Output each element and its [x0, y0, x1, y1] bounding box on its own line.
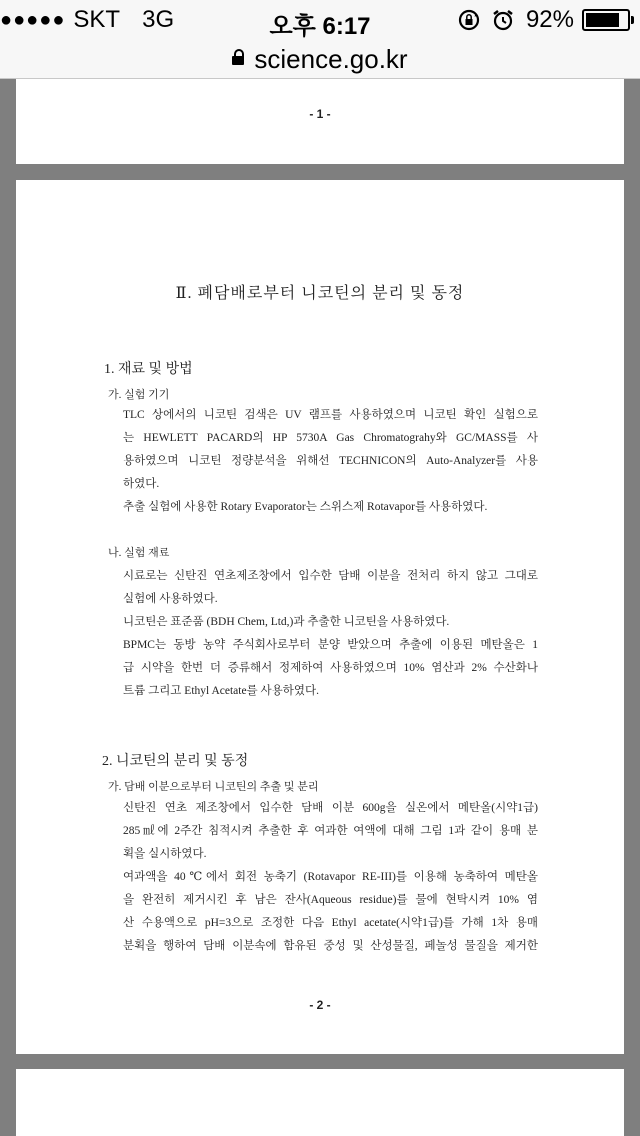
network-type: 3G — [142, 6, 175, 33]
paragraph-line: 추출 실험에 사용한 Rotary Evaporator는 스위스제 Rotavapor를 사용하였다. — [123, 501, 488, 513]
clock: 오후 6:17 — [269, 13, 371, 40]
paragraph-line: 는 HEWLETT PACARD의 HP 5730A Gas Chromatograhy와 GC/MASS를 사 — [123, 432, 538, 444]
section-heading: 1. 재료 및 방법 — [104, 362, 193, 377]
lock-icon — [232, 51, 244, 65]
subsection-heading: 가. 담배 이분으로부터 니코틴의 추출 및 분리 — [108, 781, 319, 793]
paragraph-line: 신탄진 연초 제조창에서 입수한 담배 이분 600g을 실온에서 메탄올(시약1급) — [123, 802, 538, 814]
paragraph-line: 산 수용액으로 pH=3으로 조정한 다음 Ethyl acetate(시약1급)를 가해 1차 용매 — [123, 917, 538, 929]
paragraph-line: TLC 상에서의 니코틴 검색은 UV 램프를 사용하였으며 니코틴 확인 실험으로 — [123, 409, 538, 421]
subsection-heading: 나. 실험 재료 — [108, 547, 170, 559]
rotation-lock-icon — [458, 9, 480, 31]
document-page-2 — [16, 180, 624, 1054]
paragraph-line: 하였다. — [123, 478, 160, 490]
document-page-1 — [16, 79, 624, 164]
battery-percent: 92% — [525, 6, 574, 33]
alarm-icon — [492, 9, 514, 31]
paragraph-line: BPMC는 동방 농약 주식회사로부터 분양 받았으며 추출에 이용된 메탄올은 1 — [123, 639, 538, 651]
paragraph-line: 여과액을 40℃에서 회전 농축기 (Rotavapor RE-III)를 이용해 농축하여 메탄올 — [123, 871, 538, 883]
url-text[interactable]: science.go.kr — [254, 43, 408, 74]
paragraph-line: 285㎖에 2주간 침적시켜 추출한 후 여과한 여액에 대해 그림 1과 같이 용매 분 — [123, 825, 538, 837]
paragraph-line: 분획을 행하여 담배 이분속에 함유된 중성 및 산성물질, 페놀성 물질을 제거한 — [123, 940, 538, 952]
battery-icon — [582, 9, 630, 31]
paragraph-line: 획을 실시하였다. — [123, 848, 207, 860]
document-page-3 — [16, 1069, 624, 1136]
paragraph-line: 을 완전히 제거시킨 후 남은 잔사(Aqueous residue)를 물에 현탁시켜 10% 염 — [123, 894, 538, 906]
page-number: - 1 - — [309, 107, 331, 121]
page-number: - 2 - — [309, 998, 331, 1012]
section-heading: 2. 니코틴의 분리 및 동정 — [102, 754, 249, 769]
signal-strength-icon: ●●●●● — [0, 8, 66, 31]
status-bar — [0, 0, 640, 40]
paragraph-line: 용하였으며 니코틴 정량분석을 위해선 TECHNICON의 Auto-Analyzer를 사용 — [123, 455, 538, 467]
paragraph-line: 트륨 그리고 Ethyl Acetate를 사용하였다. — [123, 685, 319, 697]
carrier-name: SKT — [73, 6, 121, 33]
paragraph-line: 실험에 사용하였다. — [123, 593, 218, 605]
paragraph-line: 급 시약을 한번 더 증류해서 정제하여 사용하였으며 10% 염산과 2% 수산화나 — [123, 662, 538, 674]
paragraph-line: 시료로는 신탄진 연초제조창에서 입수한 담배 이분을 전처리 하지 않고 그대로 — [123, 570, 539, 582]
address-bar[interactable] — [0, 40, 640, 79]
paragraph-line: 니코틴은 표준품 (BDH Chem, Ltd,)과 추출한 니코틴을 사용하였다. — [123, 616, 450, 628]
page-title: Ⅱ. 폐담배로부터 니코틴의 분리 및 동정 — [175, 285, 465, 302]
subsection-heading: 가. 실험 기기 — [108, 389, 170, 401]
battery-fill — [586, 13, 619, 27]
